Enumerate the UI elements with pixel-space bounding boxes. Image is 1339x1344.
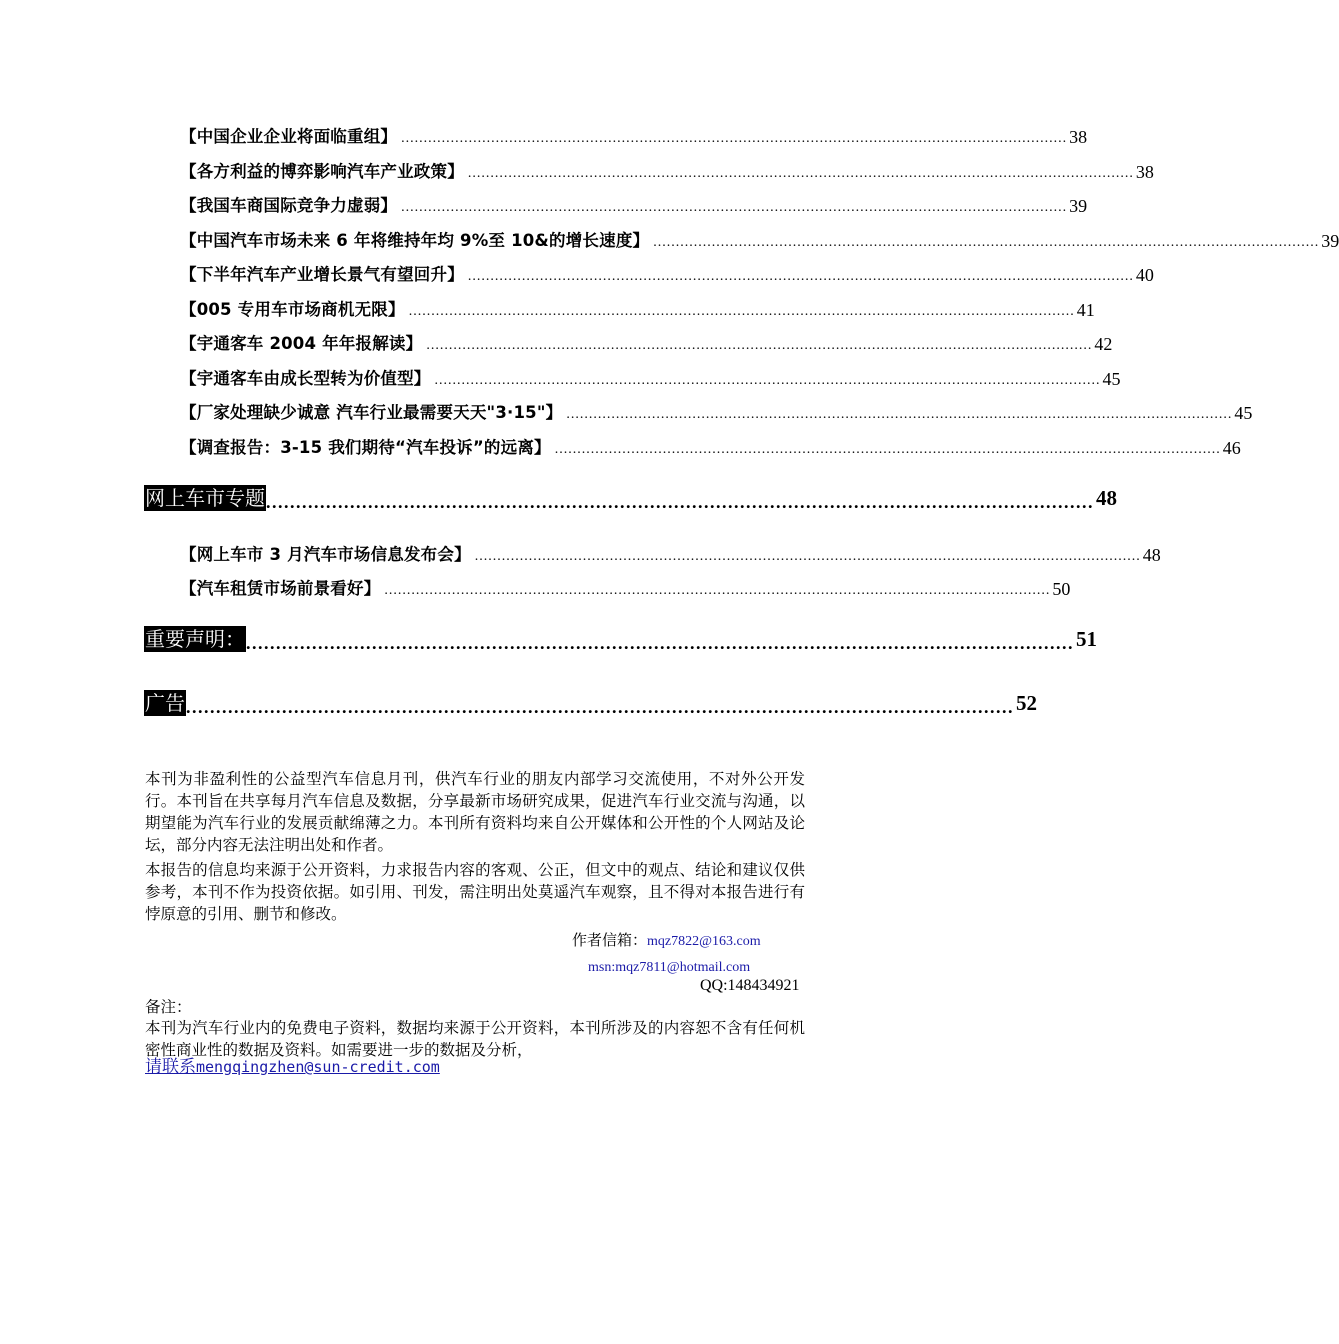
toc-entry-page: 39 <box>1069 196 1088 216</box>
section-title: 重要声明： <box>145 627 245 651</box>
toc-leader-dots: .................................................................................................................................................... <box>467 269 1134 284</box>
toc-entry[interactable] <box>180 193 1088 217</box>
disclaimer-paragraph-1: 本刊为非盈利性的公益型汽车信息月刊，供汽车行业的朋友内部学习交流使用，不对外公开发行。本刊旨在共享每月汽车信息及数据，分享最新市场研究成果，促进汽车行业交流与沟通，以期望能为汽车行业的发展贡献绵薄之力。本刊所有资料均来自公开媒体和公开性的个人网站及论坛，部分内容无法注明出处和作者。 <box>145 770 805 854</box>
note-text: 本刊为汽车行业内的免费电子资料，数据均来源于公开资料，本刊所涉及的内容恕不含有任何机密性商业性的数据及资料。如需要进一步的数据及分析， <box>145 1019 805 1059</box>
section-page: 51 <box>1076 627 1097 651</box>
toc-entry-page: 39 <box>1321 231 1339 251</box>
section-page: 48 <box>1096 486 1117 510</box>
toc-entry-page: 40 <box>1135 265 1154 285</box>
toc-leader-dots: .................................................................................................................................................... <box>401 200 1068 215</box>
toc-entry-page: 50 <box>1052 579 1071 599</box>
author-email-label: 作者信箱： <box>572 931 648 949</box>
author-email-line <box>572 929 761 950</box>
toc-entry-title: 【厂家处理缺少诚意 汽车行业最需要天天"3·15"】 <box>180 403 563 422</box>
toc-leader-dots: .................................................................................................................................................... <box>434 373 1101 388</box>
toc-entry-title: 【网上车市 3 月汽车市场信息发布会】 <box>180 545 471 564</box>
toc-entry-page: 45 <box>1234 403 1253 423</box>
toc-entry-title: 【调查报告：3-15 我们期待“汽车投诉”的远离】 <box>180 438 551 457</box>
toc-entry-title: 【005 专用车市场商机无限】 <box>180 300 405 319</box>
toc-entry-page: 38 <box>1135 162 1154 182</box>
toc-entry-title: 【宇通客车由成长型转为价值型】 <box>180 369 431 388</box>
toc-leader-dots: .................................................................................................................................................... <box>474 549 1141 564</box>
toc-entry-page: 41 <box>1076 300 1095 320</box>
section-leader-dots: .......................................................................................................................................... <box>266 492 1094 512</box>
section-title: 网上车市专题 <box>145 486 265 510</box>
note-label: 备注： <box>145 998 192 1016</box>
toc-section-statement[interactable] <box>144 622 1097 653</box>
toc-entry-page: 45 <box>1102 369 1121 389</box>
toc-entry[interactable] <box>180 297 1095 321</box>
toc-section-ads[interactable] <box>144 686 1037 717</box>
toc-entry-title: 【我国车商国际竞争力虚弱】 <box>180 196 398 215</box>
toc-entry-page: 42 <box>1094 334 1113 354</box>
contact-link-prefix: 请联系 <box>145 1057 196 1077</box>
section-title: 广告 <box>145 691 185 715</box>
section-page: 52 <box>1016 691 1037 715</box>
toc-leader-dots: .................................................................................................................................................... <box>408 304 1075 319</box>
author-email[interactable]: mqz7822@163.com <box>647 934 761 949</box>
disclaimer-paragraph-2: 本报告的信息均来源于公开资料，力求报告内容的客观、公正，但文中的观点、结论和建议仅供参考，本刊不作为投资依据。如引用、刊发，需注明出处莫遥汽车观察，且不得对本报告进行有悖原意的引用、删节和修改。 <box>145 861 805 923</box>
toc-entry-page: 48 <box>1142 545 1161 565</box>
toc-section-online[interactable] <box>144 481 1117 512</box>
toc-entry-title: 【中国汽车市场未来 6 年将维持年均 9%至 10&的增长速度】 <box>180 231 650 250</box>
toc-entry[interactable] <box>180 400 1253 424</box>
toc-entry-page: 38 <box>1069 127 1088 147</box>
toc-leader-dots: .................................................................................................................................................... <box>467 166 1134 181</box>
toc-entry-title: 【宇通客车 2004 年年报解读】 <box>180 334 423 353</box>
toc-leader-dots: .................................................................................................................................................... <box>384 583 1051 598</box>
contact-link[interactable] <box>145 1056 805 1078</box>
contact-link-email[interactable]: mengqingzhen@sun-credit.com <box>196 1058 440 1076</box>
toc-leader-dots: .................................................................................................................................................... <box>401 131 1068 146</box>
section-leader-dots: .......................................................................................................................................... <box>186 697 1014 717</box>
toc-leader-dots: .................................................................................................................................................... <box>653 235 1320 250</box>
toc-entry-page: 46 <box>1222 438 1241 458</box>
section-leader-dots: .......................................................................................................................................... <box>246 633 1074 653</box>
qq-contact: QQ:148434921 <box>700 977 800 994</box>
msn-contact[interactable]: msn:mqz7811@hotmail.com <box>588 960 751 975</box>
toc-entry[interactable] <box>180 576 1071 600</box>
toc-leader-dots: .................................................................................................................................................... <box>554 442 1221 457</box>
toc-entry[interactable] <box>180 159 1154 183</box>
toc-leader-dots: .................................................................................................................................................... <box>426 338 1093 353</box>
toc-entry[interactable] <box>180 262 1154 286</box>
toc-entry[interactable] <box>180 228 1339 252</box>
toc-entry[interactable] <box>180 542 1161 566</box>
toc-leader-dots: .................................................................................................................................................... <box>566 407 1233 422</box>
toc-entry-title: 【汽车租赁市场前景看好】 <box>180 579 381 598</box>
toc-entry-title: 【中国企业企业将面临重组】 <box>180 127 398 146</box>
toc-entry-title: 【各方利益的博弈影响汽车产业政策】 <box>180 162 464 181</box>
toc-entry[interactable] <box>180 331 1113 355</box>
toc-entry[interactable] <box>180 435 1241 459</box>
toc-entry[interactable] <box>180 366 1121 390</box>
toc-entry[interactable] <box>180 124 1088 148</box>
toc-entry-title: 【下半年汽车产业增长景气有望回升】 <box>180 265 464 284</box>
